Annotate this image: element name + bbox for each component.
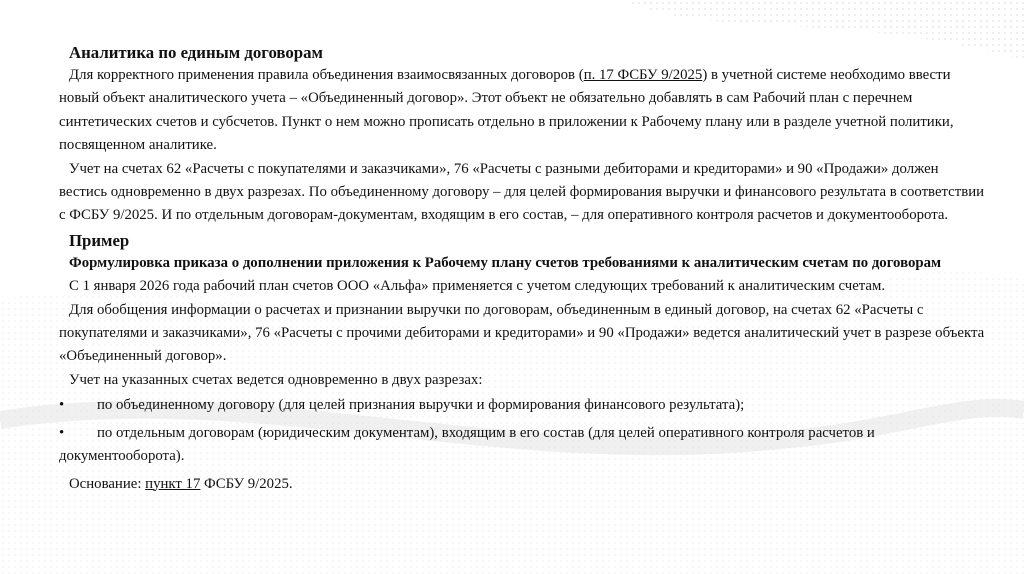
list-item: • по объединенному договору (для целей признания выручки и формирования финансового результата); — [59, 394, 989, 417]
basis-line: Основание: пункт 17 ФСБУ 9/2025. — [69, 475, 293, 492]
paragraph-two-dimensions: Учет на указанных счетах ведется одновременно в двух разрезах: — [69, 371, 483, 388]
reference-link-fsbu[interactable]: п. 17 ФСБУ 9/2025 — [583, 67, 703, 83]
section-heading: Аналитика по единым договорам — [69, 43, 323, 62]
paragraph-accounts: Учет на счетах 62 «Расчеты с покупателями и заказчиками», 76 «Расчеты с разными дебиторами и кредиторами» и 90 «Продажи» должен вестись одновременно в двух разрезах. По объединенному договору – для целей формирования выручки и финансового результата в соответствии с ФСБУ 9/2025. И по отдельным договорам-документам, входящим в его состав, – для оперативного контроля расчетов и документооборота. — [59, 160, 985, 224]
paragraph-intro: Для корректного применения правила объединения взаимосвязанных договоров (п. 17 ФСБУ 9/2025) в учетной системе необходимо ввести новый объект аналитического учета – «Объединенный договор». Этот объект не обязательно добавлять в сам Рабочий план с перечнем синтетических счетов и субсчетов. Пункт о нем можно прописать отдельно в приложении к Рабочему плану или в разделе учетной политики, посвященном аналитике. — [59, 67, 954, 154]
document-body — [59, 42, 989, 496]
paragraph-order-date: С 1 января 2026 года рабочий план счетов ООО «Альфа» применяется с учетом следующих требований к аналитическим счетам. — [69, 278, 886, 295]
paragraph-order-scope: Для обобщения информации о расчетах и признании выручки по договорам, объединенным в единый договор, на счетах 62 «Расчеты с покупателями и заказчиками», 76 «Расчеты с прочими дебиторами и кредиторами» и 90 «Продажи» ведется аналитический учет в разрезе объекта «Объединенный договор». — [59, 301, 985, 365]
reference-link-clause[interactable]: пункт 17 — [145, 475, 201, 492]
bullet-icon: • — [59, 424, 65, 441]
bullet-icon: • — [59, 397, 65, 414]
order-title: Формулировка приказа о дополнении приложения к Рабочему плану счетов требованиями к аналитическим счетам по договорам — [69, 254, 942, 271]
example-heading: Пример — [69, 230, 130, 250]
list-item: • по отдельным договорам (юридическим документам), входящим в его состав (для целей оперативного контроля расчетов и документооборота). — [59, 422, 989, 469]
